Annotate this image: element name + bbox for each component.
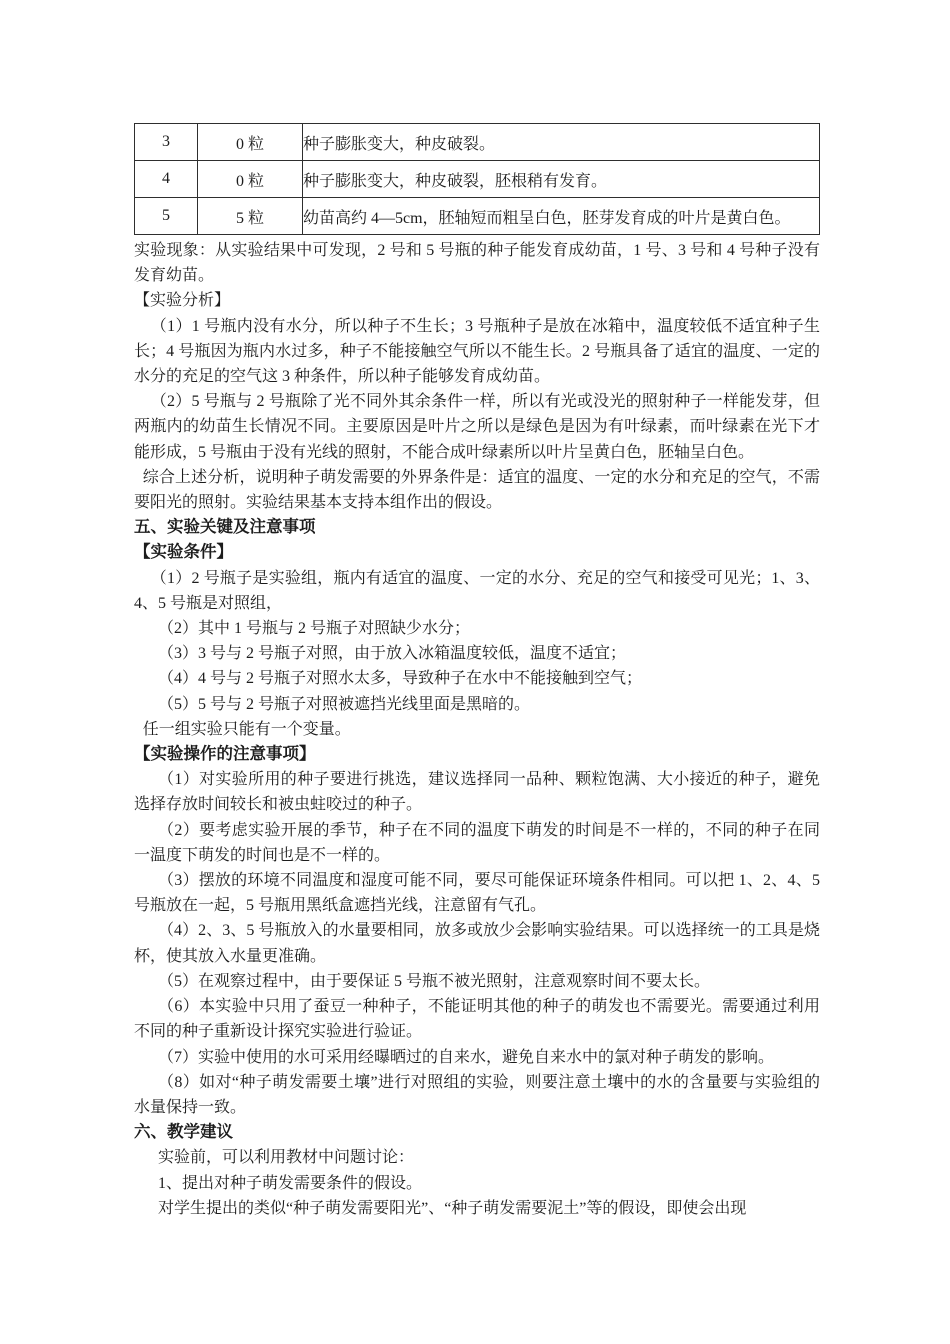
heading-experiment-conditions: 【实验条件】 bbox=[134, 543, 233, 562]
table-row bbox=[135, 161, 820, 198]
para-teaching-intro: 实验前，可以利用教材中问题讨论： bbox=[158, 1149, 415, 1167]
heading-experiment-analysis: 【实验分析】 bbox=[134, 292, 231, 310]
para-note-2: （2）要考虑实验开展的季节，种子在不同的温度下萌发的时间是不一样的，不同的种子在同一温度下萌发的时间也是不一样的。 bbox=[134, 821, 820, 864]
para-teaching-hypothesis: 对学生提出的类似“种子萌发需要阳光”、“种子萌发需要泥土”等的假设，即使会出现 bbox=[158, 1199, 747, 1217]
para-teaching-item-1: 1、提出对种子萌发需要条件的假设。 bbox=[158, 1174, 423, 1192]
para-note-7: （7）实验中使用的水可采用经曝晒过的自来水，避免自来水中的氯对种子萌发的影响。 bbox=[158, 1048, 775, 1066]
para-experiment-phenomenon: 实验现象：从实验结果中可发现，2 号和 5 号瓶的种子能发育成幼苗，1 号、3 号和 4 号种子没有发育幼苗。 bbox=[134, 242, 820, 285]
para-note-5: （5）在观察过程中，由于要保证 5 号瓶不被光照射，注意观察时间不要太长。 bbox=[158, 972, 711, 990]
para-condition-5: （5）5 号与 2 号瓶子对照被遮挡光线里面是黑暗的。 bbox=[158, 695, 531, 713]
para-analysis-2: （2）5 号瓶与 2 号瓶除了光不同外其余条件一样，所以有光或没光的照射种子一样能发芽，但两瓶内的幼苗生长情况不同。主要原因是叶片之所以是绿色是因为有叶绿素，而叶绿素在光下才能形成，5 号瓶由于没有光线的照射，不能合成叶绿素所以叶片呈黄白色，胚轴呈白色。 bbox=[134, 393, 820, 461]
observation-cell: 种子膨胀变大，种皮破裂，胚根稍有发育。 bbox=[303, 161, 820, 198]
table-row bbox=[135, 124, 820, 161]
para-note-8: （8）如对“种子萌发需要土壤”进行对照组的实验，则要注意土壤中的水的含量要与实验组的水量保持一致。 bbox=[134, 1073, 820, 1116]
para-condition-1: （1）2 号瓶子是实验组，瓶内有适宜的温度、一定的水分、充足的空气和接受可见光；1、3、4、5 号瓶是对照组， bbox=[134, 569, 820, 612]
bottle-number-cell: 3 bbox=[135, 124, 198, 161]
para-note-6: （6）本实验中只用了蚕豆一种种子，不能证明其他的种子的萌发也不需要光。需要通过利用不同的种子重新设计探究实验进行验证。 bbox=[134, 998, 820, 1041]
observation-cell: 种子膨胀变大，种皮破裂。 bbox=[303, 124, 820, 161]
germinated-count-cell: 5 粒 bbox=[198, 198, 303, 235]
germinated-count-cell: 0 粒 bbox=[198, 124, 303, 161]
document-content bbox=[134, 123, 820, 1221]
bottle-number-cell: 5 bbox=[135, 198, 198, 235]
heading-section-6-teaching-advice: 六、教学建议 bbox=[134, 1123, 233, 1142]
para-single-variable-note: 任一组实验只能有一个变量。 bbox=[142, 720, 351, 738]
germinated-count-cell: 0 粒 bbox=[198, 161, 303, 198]
results-table bbox=[134, 123, 820, 235]
para-condition-4: （4）4 号与 2 号瓶子对照水太多，导致种子在水中不能接触到空气； bbox=[158, 670, 643, 688]
para-condition-3: （3）3 号与 2 号瓶子对照，由于放入冰箱温度较低，温度不适宜； bbox=[158, 645, 627, 663]
heading-section-5-key-points: 五、实验关键及注意事项 bbox=[134, 518, 316, 537]
para-condition-2: （2）其中 1 号瓶与 2 号瓶子对照缺少水分； bbox=[158, 620, 471, 638]
para-note-1: （1）对实验所用的种子要进行挑选，建议选择同一品种、颗粒饱满、大小接近的种子，避免选择存放时间较长和被虫蛀咬过的种子。 bbox=[134, 771, 820, 814]
para-analysis-1: （1）1 号瓶内没有水分，所以种子不生长；3 号瓶种子是放在冰箱中，温度较低不适宜种子生长；4 号瓶因为瓶内水过多，种子不能接触空气所以不能生长。2 号瓶具备了适宜的温度、一定的水分的充足的空气这 3 种条件，所以种子能够发育成幼苗。 bbox=[134, 317, 820, 386]
para-analysis-summary: 综合上述分析，说明种子萌发需要的外界条件是：适宜的温度、一定的水分和充足的空气，不需要阳光的照射。实验结果基本支持本组作出的假设。 bbox=[134, 468, 820, 512]
observation-cell: 幼苗高约 4—5cm，胚轴短而粗呈白色，胚芽发育成的叶片是黄白色。 bbox=[303, 198, 820, 235]
para-note-4: （4）2、3、5 号瓶放入的水量要相同，放多或放少会影响实验结果。可以选择统一的工具是烧杯，使其放入水量更准确。 bbox=[134, 922, 820, 965]
table-row bbox=[135, 198, 820, 235]
bottle-number-cell: 4 bbox=[135, 161, 198, 198]
heading-operation-notes: 【实验操作的注意事项】 bbox=[134, 745, 316, 764]
para-note-3: （3）摆放的环境不同温度和湿度可能不同，要尽可能保证环境条件相同。可以把 1、2、4、5 号瓶放在一起，5 号瓶用黑纸盒遮挡光线，注意留有气孔。 bbox=[134, 872, 820, 915]
